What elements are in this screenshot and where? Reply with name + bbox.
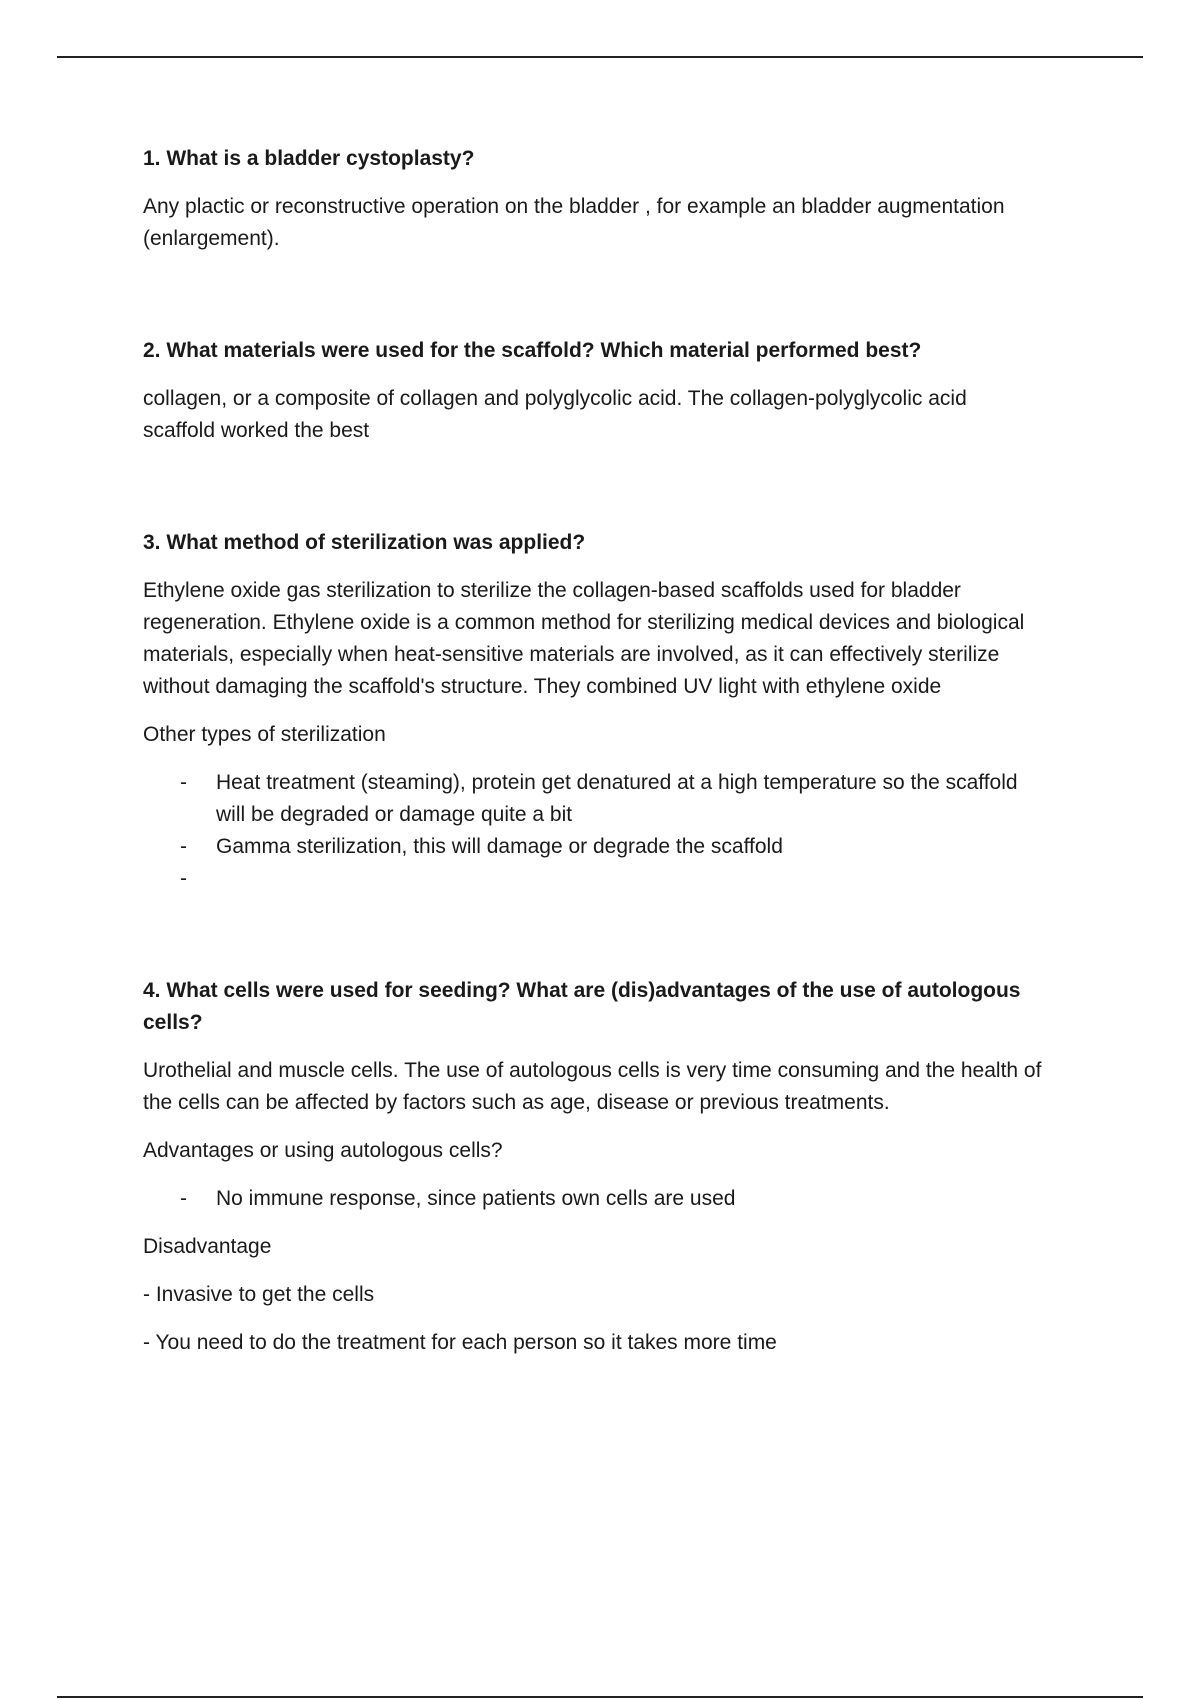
answer-1: Any plactic or reconstructive operation on the bladder , for example an bladder augmentation (enlargement). [143,195,1005,250]
list-item-text: No immune response, since patients own cells are used [216,1187,736,1210]
list-item [143,1183,1043,1215]
question-4: 4. What cells were used for seeding? What are (dis)advantages of the use of autologous cells? [143,979,1021,1034]
list-marker: - [180,867,187,890]
disadvantage-item-1: - Invasive to get the cells [143,1283,375,1306]
list-marker: - [180,835,187,858]
list-marker: - [180,1187,187,1210]
question-1: 1. What is a bladder cystoplasty? [143,147,475,170]
answer-4: Urothelial and muscle cells. The use of autologous cells is very time consuming and the health of the cells can be affected by factors such as age, disease or previous treatments. [143,1059,1042,1114]
list-item-text: Heat treatment (steaming), protein get denatured at a high temperature so the scaffold will be degraded or damage quite a bit [216,771,1018,826]
advantages-list [143,1183,1043,1215]
disadvantage-item-2: - You need to do the treatment for each person so it takes more time [143,1331,777,1354]
list-item [143,767,1043,831]
header-rule [57,56,1143,58]
document-body [143,143,1043,1359]
question-2: 2. What materials were used for the scaffold? Which material performed best? [143,339,922,362]
disadvantages-heading: Disadvantage [143,1235,272,1258]
section-2 [143,335,1043,447]
question-3: 3. What method of sterilization was applied? [143,531,586,554]
footer-rule [57,1696,1143,1698]
sterilization-subheading: Other types of sterilization [143,723,386,746]
list-item-text: Gamma sterilization, this will damage or degrade the scaffold [216,835,783,858]
answer-3: Ethylene oxide gas sterilization to sterilize the collagen-based scaffolds used for bladder regeneration. Ethylene oxide is a common method for sterilizing medical devices and biological materials, especially when heat-sensitive materials are involved, as it can effectively sterilize without damaging the scaffold's structure. They combined UV light with ethylene oxide [143,579,1025,698]
section-1 [143,143,1043,255]
advantages-heading: Advantages or using autologous cells? [143,1139,503,1162]
list-marker: - [180,771,187,794]
sterilization-list [143,767,1043,895]
list-item [143,863,1043,895]
section-3 [143,527,1043,895]
answer-2: collagen, or a composite of collagen and polyglycolic acid. The collagen-polyglycolic acid scaffold worked the best [143,387,967,442]
list-item [143,831,1043,863]
section-4 [143,975,1043,1359]
